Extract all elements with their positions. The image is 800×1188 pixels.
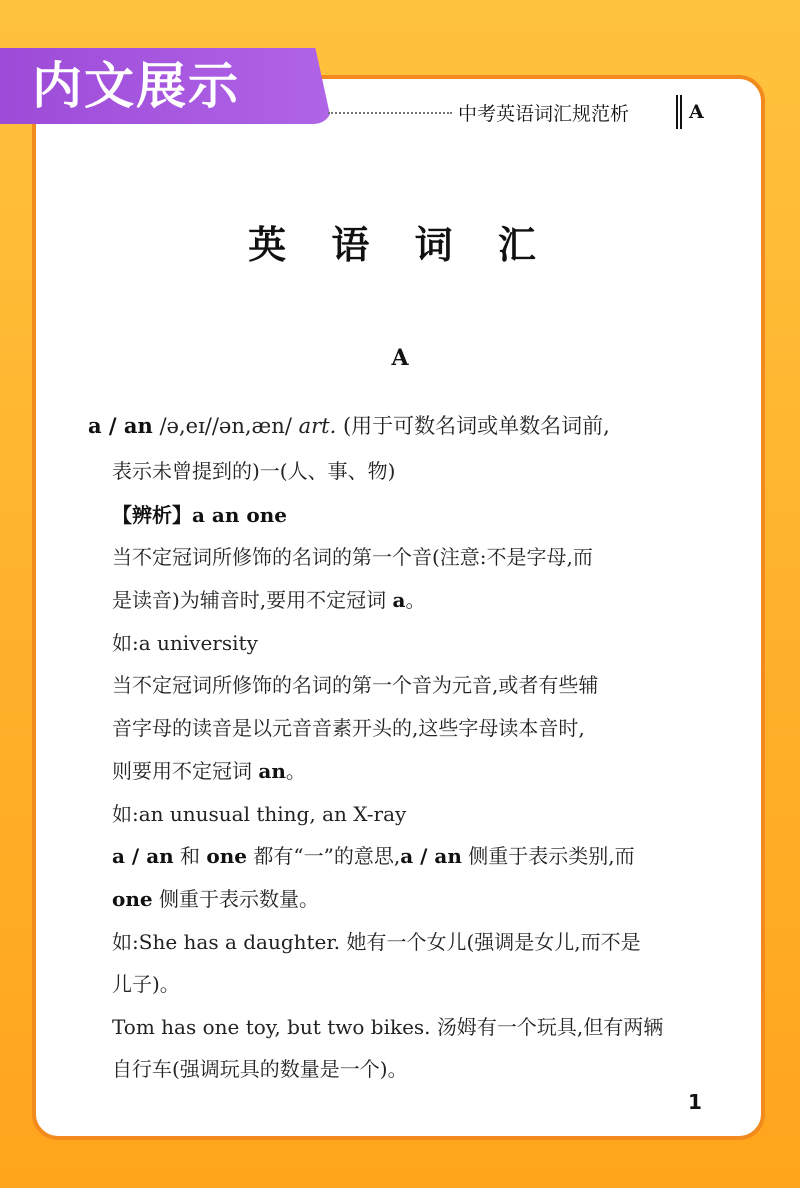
page-number: 1 [688, 1090, 702, 1114]
header-section-letter: A [689, 101, 704, 123]
phonetic: /ə,eɪ//ən,æn/ [152, 414, 299, 438]
text-line-1: 当不定冠词所修饰的名词的第一个音(注意:不是字母,而 [112, 545, 593, 569]
text-line-8c: one [206, 844, 248, 868]
example-line-1: 如:a university [112, 631, 258, 655]
part-of-speech: art. [298, 414, 337, 438]
text-line-11: 儿子)。 [112, 972, 180, 996]
page-title: 英 语 词 汇 [248, 223, 552, 267]
text-line-8 [112, 842, 722, 870]
headword: a / an [88, 413, 153, 438]
text-line-2 [112, 586, 722, 614]
example-line-2: 如:an unusual thing, an X-ray [112, 802, 407, 826]
text-line-2c: 。 [405, 588, 426, 612]
text-line-8b: 和 [173, 844, 207, 868]
entry-line-2: 表示未曾提到的)一(人、事、物) [112, 459, 396, 483]
text-line-6 [112, 757, 722, 785]
analysis-label: 【辨析】 [112, 503, 192, 527]
badge-label: 内文展示 [32, 57, 240, 115]
analysis-line [112, 501, 722, 529]
section-heading: A [391, 345, 409, 371]
text-line-6b: an [258, 759, 286, 783]
text-line-5: 音字母的读音是以元音音素开头的,这些字母读本音时, [112, 716, 585, 740]
text-line-6c: 。 [285, 759, 306, 783]
text-line-9b: 侧重于表示数量。 [152, 887, 319, 911]
text-line-2a: 是读音)为辅音时,要用不定冠词 [112, 588, 393, 612]
entry-line-1 [88, 412, 698, 440]
analysis-words: a an one [192, 503, 287, 527]
text-line-6a: 则要用不定冠词 [112, 759, 259, 783]
text-line-13: 自行车(强调玩具的数量是一个)。 [112, 1057, 408, 1081]
text-line-2b: a [392, 588, 406, 612]
example-line-3: 如:She has a daughter. 她有一个女儿(强调是女儿,而不是 [112, 930, 641, 954]
text-line-8a: a / an [112, 844, 174, 868]
header-book-title: 中考英语词汇规范析 [458, 103, 630, 125]
text-line-8d: 都有“一”的意思, [247, 844, 401, 868]
text-line-9 [112, 885, 722, 913]
text-line-8e: a / an [400, 844, 462, 868]
text-line-4: 当不定冠词所修饰的名词的第一个音为元音,或者有些辅 [112, 673, 599, 697]
definition-part-1: (用于可数名词或单数名词前, [336, 414, 610, 438]
text-line-8f: 侧重于表示类别,而 [461, 844, 635, 868]
example-line-4: Tom has one toy, but two bikes. 汤姆有一个玩具,但有两辆 [112, 1015, 664, 1039]
text-line-9a: one [112, 887, 153, 911]
